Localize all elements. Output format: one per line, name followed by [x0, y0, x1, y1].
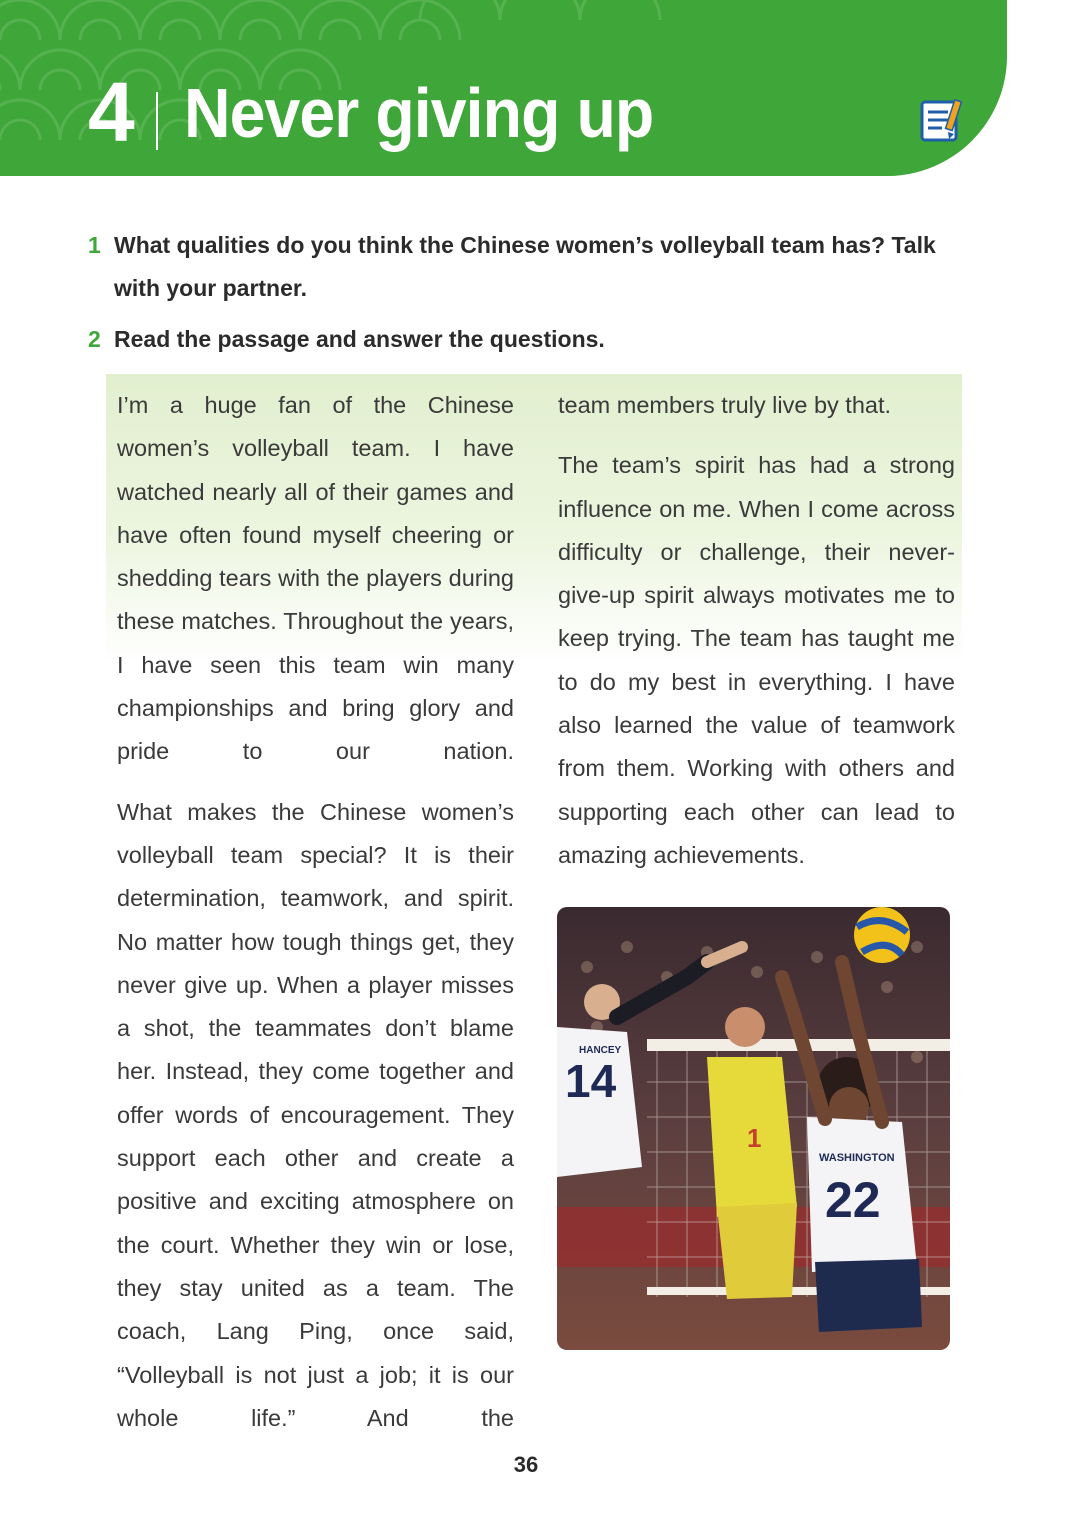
passage-paragraph: The team’s spirit has had a strong influence on me. When I come across difficulty or challenge, their never-give-up spirit always motivates me to keep trying. The team has taught me to do my best in everything. I have also learned the value of teamwork from them. Working with others and supporting each other can lead to amazing achievements.	[558, 452, 955, 868]
jersey-right-number: 22	[825, 1172, 881, 1228]
volleyball-match-photo	[557, 907, 950, 1350]
page-number: 36	[513, 1452, 539, 1477]
jersey-left-number: 14	[565, 1055, 617, 1107]
unit-title: Never giving up	[184, 74, 654, 152]
passage-column-right	[558, 384, 955, 894]
jersey-yellow-number: 1	[747, 1123, 762, 1153]
passage-paragraph: I’m a huge fan of the Chinese women’s volleyball team. I have watched nearly all of their games and have often found myself cheering or shedding tears with the players during these matches. Throughout the years, I have seen this team win many championships and bring glory and pride to our nation.	[117, 392, 514, 765]
task-text: Read the passage and answer the questions.	[114, 326, 605, 352]
task-2	[88, 318, 605, 361]
unit-number: 4	[88, 65, 135, 159]
notebook-pencil-icon	[920, 96, 966, 144]
jersey-right-name: WASHINGTON	[819, 1152, 895, 1164]
task-number: 2	[88, 326, 101, 352]
task-1	[88, 224, 968, 310]
unit-header-banner	[0, 0, 1007, 176]
passage-paragraph: team members truly live by that.	[558, 392, 892, 418]
task-text-continued: with your partner.	[114, 275, 307, 301]
task-number: 1	[88, 232, 101, 258]
task-text: What qualities do you think the Chinese women’s volleyball team has? Talk	[114, 232, 936, 258]
jersey-left-name: HANCEY	[579, 1045, 622, 1056]
passage-column-left	[117, 384, 514, 1457]
passage-paragraph: What makes the Chinese women’s volleyball team special? It is their determination, teamwork, and spirit. No matter how tough things get, they never give up. When a player misses a shot, the teammates don’t blame her. Instead, they come together and offer words of encouragement. They support each other and create a positive and exciting atmosphere on the court. Whether they win or lose, they stay united as a team. The coach, Lang Ping, once said, “Volleyball is not just a job; it is our whole life.” And the	[117, 798, 514, 1431]
title-divider	[156, 92, 158, 150]
